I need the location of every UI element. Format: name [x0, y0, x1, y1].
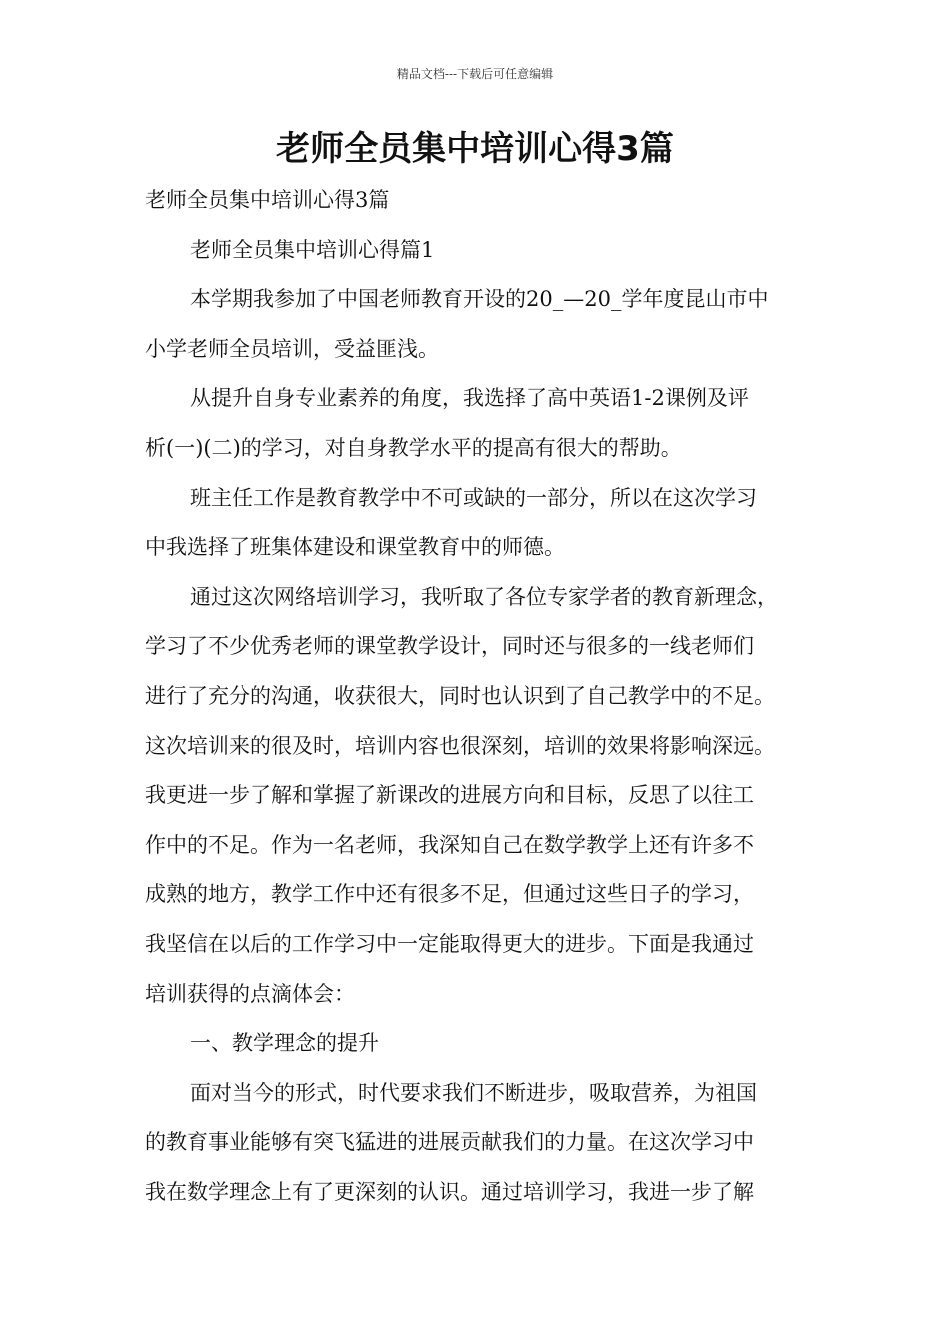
paragraph-line: 学习了不少优秀老师的课堂教学设计，同时还与很多的一线老师们 — [145, 634, 754, 659]
paragraph-line: 成熟的地方，教学工作中还有很多不足，但通过这些日子的学习， — [145, 882, 754, 907]
paragraph-line: 通过这次网络培训学习，我听取了各位专家学者的教育新理念， — [190, 584, 778, 609]
paragraph-line: 进行了充分的沟通，收获很大，同时也认识到了自己教学中的不足。 — [145, 683, 775, 708]
paragraph-line: 这次培训来的很及时，培训内容也很深刻，培训的效果将影响深远。 — [145, 733, 775, 758]
section-heading: 一、教学理念的提升 — [190, 1031, 379, 1056]
paragraph-line: 从提升自身专业素养的角度，我选择了高中英语1-2课例及评 — [190, 386, 749, 411]
paragraph-line: 我更进一步了解和掌握了新课改的进展方向和目标，反思了以往工 — [145, 783, 754, 808]
paragraph-line: 的教育事业能够有突飞猛进的进展贡献我们的力量。在这次学习中 — [145, 1130, 754, 1155]
paragraph-line: 培训获得的点滴体会： — [145, 981, 355, 1006]
document-title: 老师全员集中培训心得3篇 — [276, 129, 674, 169]
subtitle-line: 老师全员集中培训心得3篇 — [145, 188, 390, 212]
paragraph-line: 我坚信在以后的工作学习中一定能取得更大的进步。下面是我通过 — [145, 931, 754, 956]
paragraph-line: 本学期我参加了中国老师教育开设的20_—20_学年度昆山市中 — [190, 287, 769, 312]
paragraph-line: 我在数学理念上有了更深刻的认识。通过培训学习，我进一步了解 — [145, 1179, 754, 1204]
header-note: 精品文档---下载后可任意编辑 — [396, 67, 554, 81]
document-body — [145, 176, 813, 1217]
paragraph-line: 小学老师全员培训，受益匪浅。 — [145, 336, 439, 361]
paragraph-line: 析(一)(二)的学习，对自身教学水平的提高有很大的帮助。 — [145, 435, 682, 460]
paragraph-line: 班主任工作是教育教学中不可或缺的一部分，所以在这次学习 — [190, 485, 757, 510]
paragraph-line: 中我选择了班集体建设和课堂教育中的师德。 — [145, 535, 565, 560]
section-heading: 老师全员集中培训心得篇1 — [190, 237, 435, 262]
paragraph-line: 作中的不足。作为一名老师，我深知自己在数学教学上还有许多不 — [145, 832, 754, 857]
paragraph-line: 面对当今的形式，时代要求我们不断进步，吸取营养，为祖国 — [190, 1080, 757, 1105]
